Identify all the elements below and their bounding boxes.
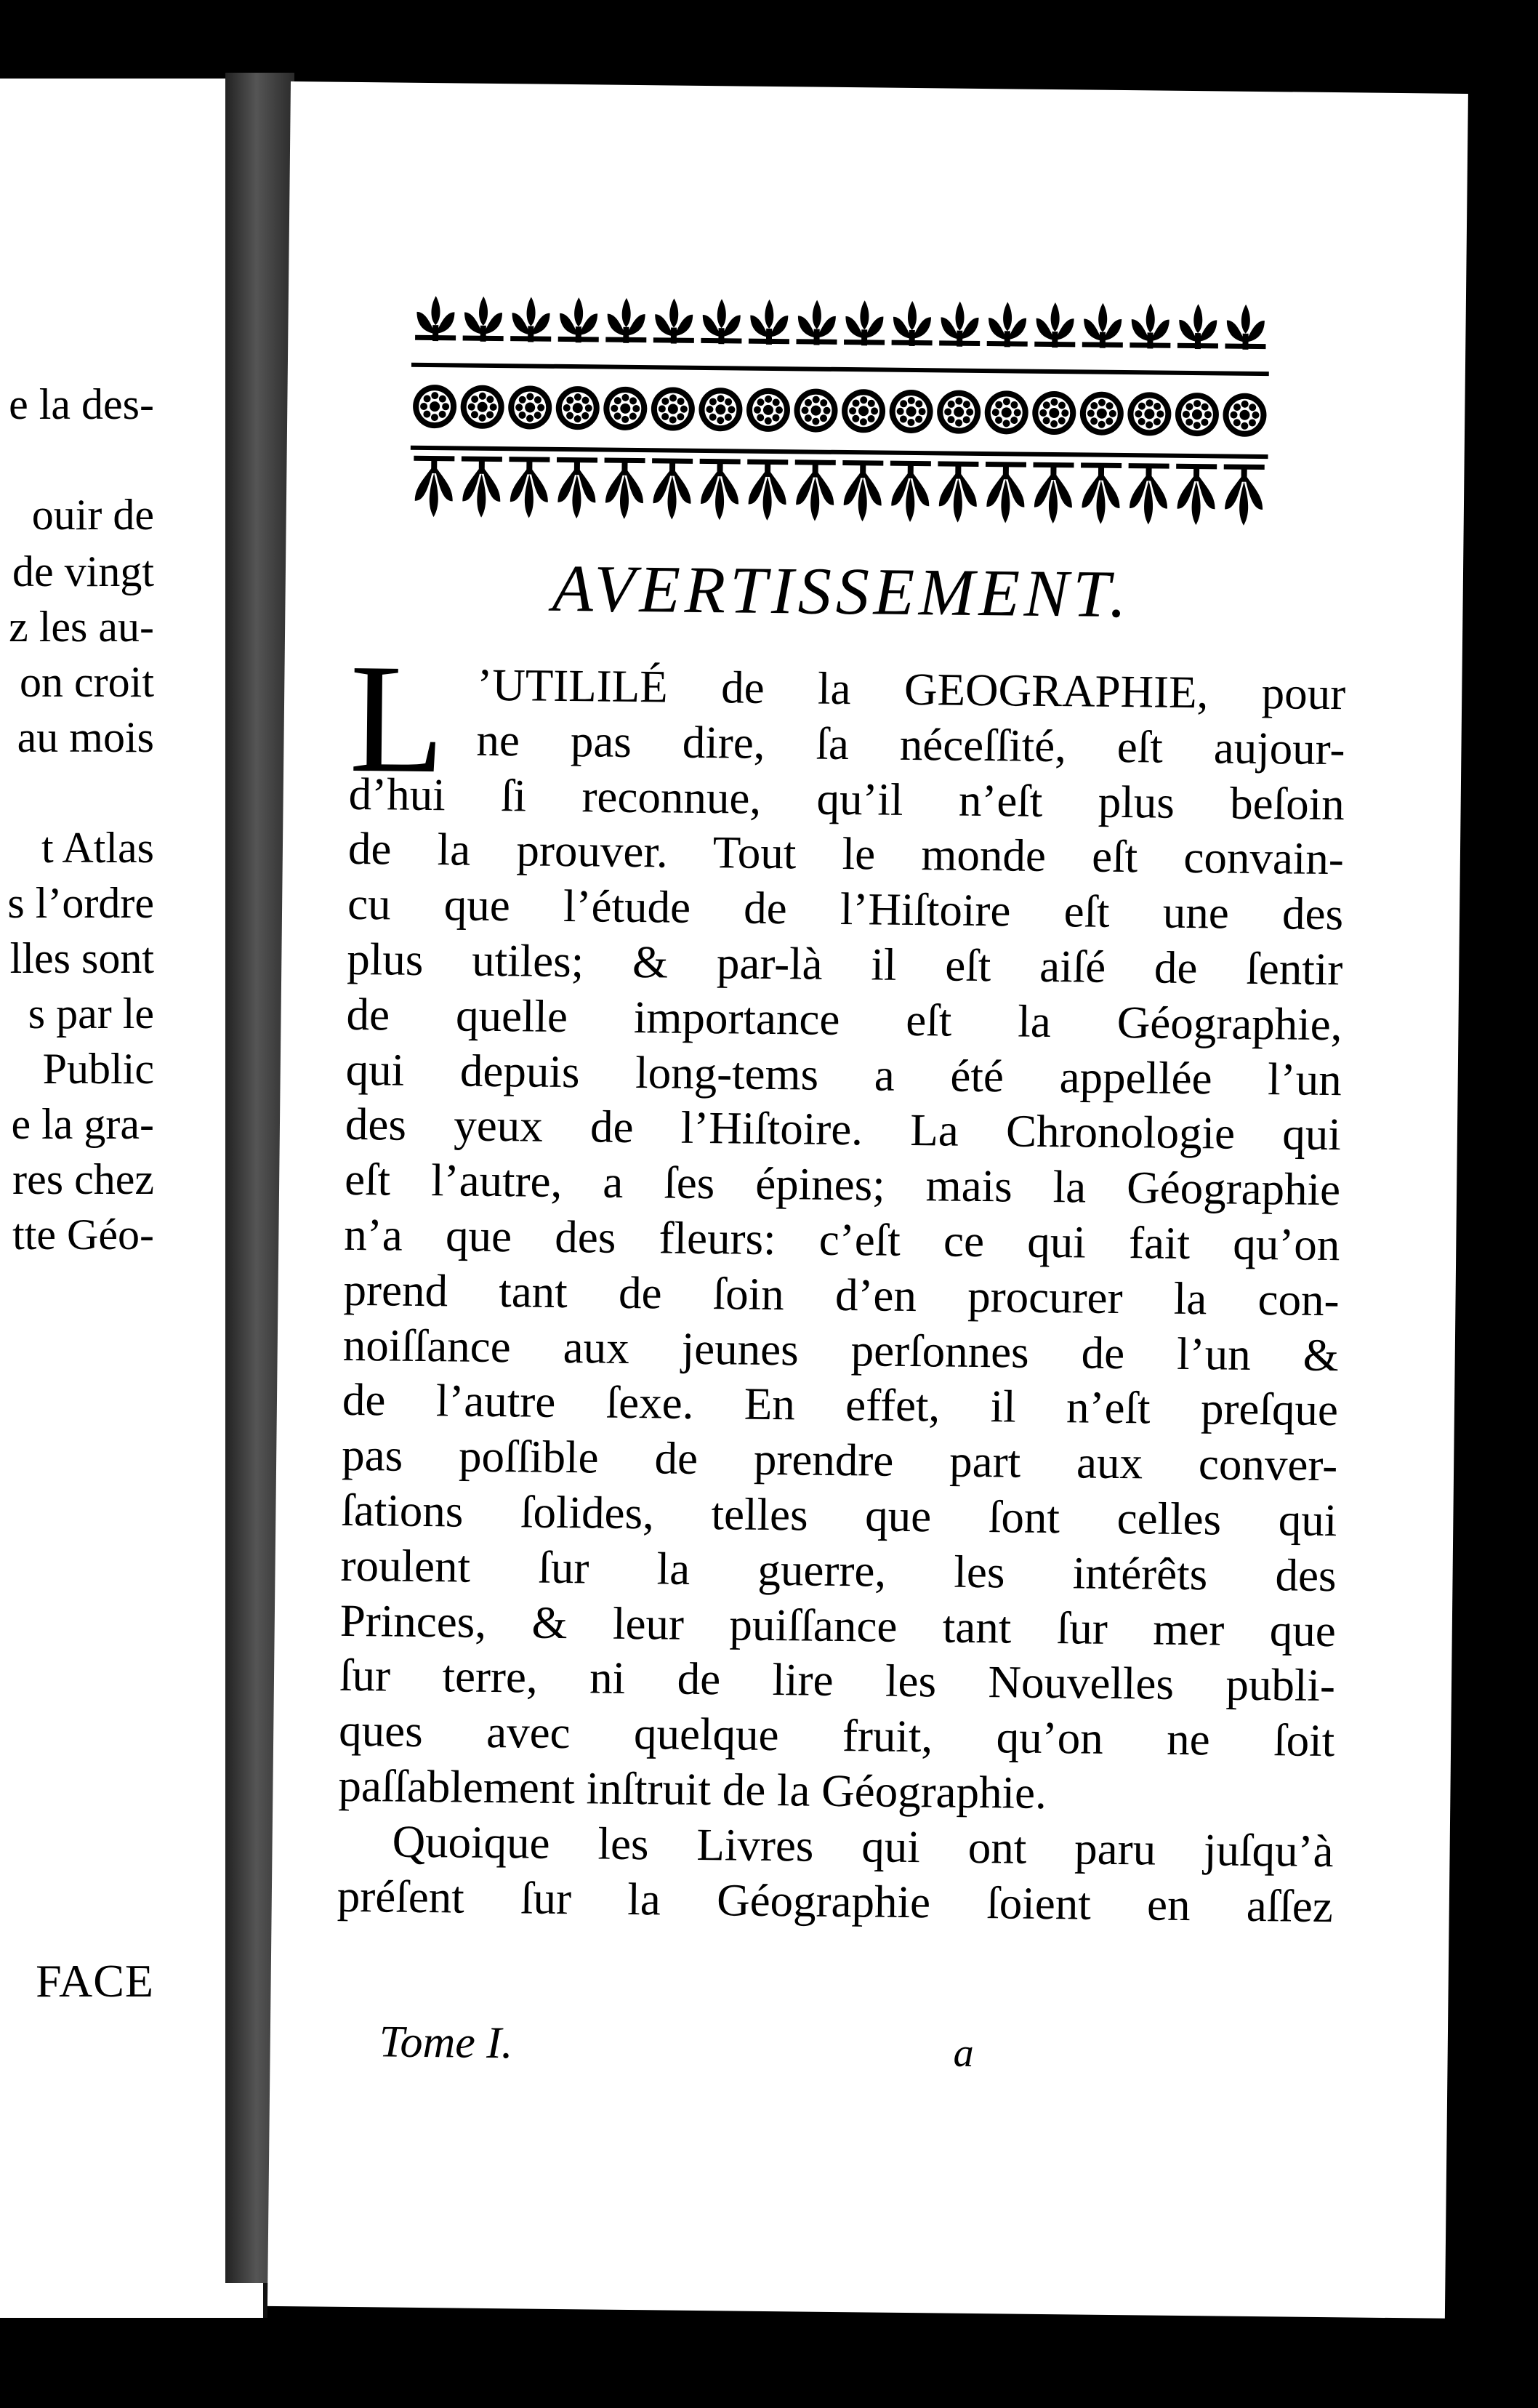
fleuron-top [796, 300, 837, 345]
signature-mark: a [953, 2030, 974, 2076]
ornament-rule [411, 363, 1269, 376]
paragraph-1 [338, 630, 1346, 1824]
fleuron-bottom [461, 456, 502, 518]
previous-page-line: e la gra- [11, 1100, 154, 1148]
fleuron-bottom [509, 457, 550, 518]
drop-cap: L [348, 630, 446, 806]
rosette [413, 385, 457, 429]
rosette [842, 389, 886, 433]
body-line: qui depuis long-tems a été appellée l’un [345, 1043, 1342, 1105]
previous-page-line: s par le [28, 990, 154, 1038]
body-line: des yeux de l’Hiſtoire. La Chronologie qui [345, 1099, 1342, 1160]
rosette [1175, 393, 1220, 437]
rosette [1223, 393, 1267, 437]
body-line: Quoique les Livres qui ont paru juſqu’à [392, 1815, 1334, 1877]
fleuron-bottom [651, 458, 693, 520]
rosette [603, 387, 648, 431]
body-line: de la prouver. Tout le monde eſt convain- [347, 823, 1345, 885]
body-line: pas poſſible de prendre part aux conver- [341, 1429, 1338, 1491]
body-line: noiſſance aux jeunes perſonnes de l’un & [342, 1319, 1340, 1381]
body-line: prend tant de ſoin d’en procurer la con- [343, 1264, 1340, 1325]
body-line: ne pas dire, ſa néceſſité, eſt aujour- [476, 714, 1345, 775]
fleuron-top [1225, 304, 1266, 350]
body-line: d’hui ſi reconnue, qu’il n’eſt plus beſoin [348, 768, 1345, 830]
previous-page-line: de vingt [12, 547, 154, 595]
fleuron-bottom [556, 457, 597, 519]
page-footer [335, 2016, 1332, 2084]
rosette [937, 390, 981, 434]
previous-page-line: s l’ordre [7, 879, 154, 927]
fleuron-bottom [1080, 462, 1122, 524]
body-line: de l’autre ſexe. En effet, il n’eſt preſque [342, 1374, 1339, 1436]
previous-page-line: au mois [17, 713, 154, 761]
body-text [337, 630, 1346, 1935]
body-line: ſur terre, ni de lire les Nouvelles publi- [339, 1650, 1336, 1711]
rosette [460, 385, 504, 429]
fleuron-top [892, 301, 933, 347]
body-line: ’UTILILÉ de la GEOGRAPHIE, pour [476, 659, 1346, 720]
body-line: préſent ſur la Géographie ſoient en aſſez [337, 1870, 1334, 1932]
rosette [555, 386, 600, 430]
rosette [794, 388, 838, 433]
fleuron-top [749, 300, 790, 345]
fleuron-top [653, 298, 695, 344]
rosette [984, 390, 1028, 435]
fleuron-top [510, 297, 552, 342]
fleuron-bottom [985, 462, 1026, 523]
previous-page-line: t Atlas [41, 824, 154, 872]
body-line: eſt l’autre, a ſes épines; mais la Géographie [344, 1154, 1341, 1216]
fleuron-top [415, 296, 456, 342]
fleuron-top [1082, 302, 1124, 348]
body-line: roulent ſur la guerre, les intérêts des [340, 1539, 1337, 1601]
fleuron-bottom [890, 461, 931, 523]
fleuron-top [558, 297, 600, 343]
previous-page-line: e la des- [9, 380, 154, 428]
fleuron-top [1034, 302, 1076, 348]
fleuron-top [939, 301, 981, 347]
page-title: AVERTISSEMENT. [552, 550, 1132, 632]
previous-page-line: res chez [12, 1155, 154, 1203]
body-line: de quelle importance eſt la Géographie, [346, 988, 1342, 1050]
fleuron-bottom [604, 458, 645, 520]
rosette [1127, 392, 1172, 436]
rosette [889, 390, 933, 434]
fleuron-bottom [414, 456, 455, 518]
previous-page-line: lles sont [9, 934, 154, 982]
tome-label: Tome I. [379, 2017, 513, 2068]
body-line: ques avec quelque fruit, qu’on ne ſoit [338, 1704, 1335, 1767]
previous-page-line: tte Géo- [12, 1211, 154, 1259]
rosette [508, 385, 552, 430]
fleuron-bottom [1223, 464, 1265, 526]
fleuron-top [605, 298, 647, 344]
fleuron-bottom [1033, 462, 1074, 524]
fleuron-bottom [1175, 464, 1217, 526]
body-line: n’a que des fleurs: c’eſt ce qui fait qu’on [344, 1208, 1340, 1271]
body-line: Princes, & leur puiſſance tant ſur mer que [339, 1594, 1337, 1656]
fleuron-bottom [842, 460, 883, 522]
fleuron-top [987, 302, 1028, 348]
paragraph-2 [337, 1814, 1334, 1935]
fleuron-top [463, 297, 504, 342]
fleuron-bottom [699, 459, 741, 521]
fleuron-bottom [1128, 463, 1169, 525]
ornamental-headpiece [410, 290, 1270, 531]
fleuron-top [1177, 304, 1219, 350]
fleuron-bottom [746, 459, 788, 521]
body-line: paſſablement inſtruit de la Géographie. [338, 1759, 1047, 1818]
body-line: cu que l’étude de l’Hiſtoire eſt une des [347, 878, 1344, 940]
previous-page-line: Public [42, 1045, 154, 1093]
fleuron-top [701, 299, 742, 345]
previous-page-line: z les au- [9, 603, 154, 651]
fleuron-top [844, 300, 885, 346]
rosette [698, 388, 743, 432]
fleuron-top [1130, 303, 1171, 349]
rosette [746, 388, 791, 433]
main-page [267, 81, 1468, 2319]
fleuron-bottom [938, 461, 979, 523]
previous-page-footer: FACE [36, 1955, 154, 2007]
body-line: plus utiles; & par-là il eſt aiſé de ſentir [346, 933, 1343, 995]
ornament-rule [411, 446, 1268, 459]
previous-page-line: ouir de [31, 491, 154, 539]
previous-page-line: on croit [20, 658, 154, 706]
body-line: ſations ſolides, telles que ſont celles qui [341, 1484, 1337, 1546]
rosette [651, 387, 696, 431]
rosette [1032, 391, 1076, 436]
rosette [1080, 391, 1124, 436]
fleuron-bottom [794, 459, 836, 521]
